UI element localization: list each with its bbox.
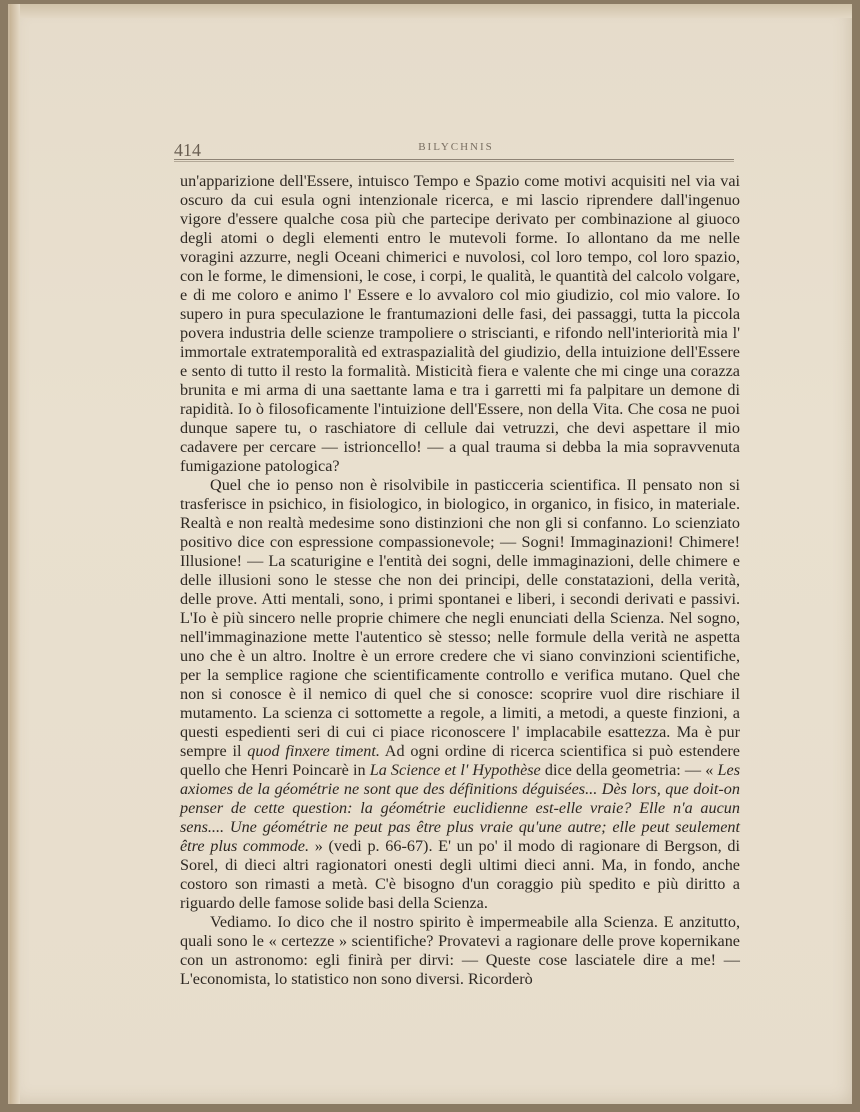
- paragraph-2: [180, 476, 740, 913]
- latin-quote: quod finxere timent.: [247, 742, 380, 760]
- paragraph-1: [180, 172, 740, 476]
- paragraph-2-text-d: » (vedi p. 66-67). E' un po' il modo di ragionare di Bergson, di Sorel, di dieci altri ragionatori onesti degli ultimi dieci anni. Ma, in fondo, anche costoro son rimasti a metà. C'è bisogno d'un coraggio più spedito e più diritto a riguardo delle famose solide basi della Scienza.: [180, 837, 740, 912]
- header-rule: [174, 159, 734, 162]
- paragraph-3: [180, 913, 740, 989]
- book-title: La Science et l' Hypothèse: [369, 761, 541, 779]
- running-title: BILYCHNIS: [418, 141, 494, 153]
- page-top-edge: [10, 4, 852, 18]
- french-quotation: Les axiomes de la géométrie ne sont que des définitions déguisées... Dès lors, que doit-on penser de cette question: la géométrie euclidienne est-elle vraie? Elle n'a aucun sens.... Une géométrie ne peut pas être plus vraie qu'une autre; elle peut seulement être plus commode.: [180, 761, 740, 855]
- paragraph-2-text-a: Quel che io penso non è risolvibile in pasticceria scientifica. Il pensato non si trasferisce in psichico, in fisiologico, in biologico, in organico, in fisico, in materiale. Realtà e non realtà medesime sono distinzioni che non gli si confanno. Lo scienziato positivo dice con espressione compassionevole; — Sogni! Immaginazioni! Chimere! Illusione! — La scaturigine e l'entità dei sogni, delle immaginazioni, delle chimere e delle illusioni sono le stesse che non dei principi, delle constatazioni, della verità, delle prove. Atti mentali, sono, i primi spontanei e liberi, i secondi derivati e passivi. L'Io è più sincero nelle proprie chimere che negli enunciati della Scienza. Nel sogno, nell'immaginazione mette l'autentico sè stesso; nelle formule della verità ne aspetta uno che è un altro. Inoltre è un errore credere che vi siano convinzioni scientifiche, per la semplice ragione che scientificamente controllo e verifica mutano. Quel che non si conosce è il nemico di quel che si conosce: scoprire vuol dire rischiare il mutamento. La scienza ci sottomette a regole, a limiti, a metodi, a queste finzioni, a questi espedienti seri di cui ci piace riconoscere l' implacabile esattezza. Ma è pur sempre il: [180, 476, 740, 760]
- paragraph-2-text-c: dice della geometria: — «: [540, 761, 718, 779]
- page-binding-edge: [10, 4, 20, 1104]
- paragraph-3-text: Vediamo. Io dico che il nostro spirito è impermeabile alla Scienza. E anzitutto, quali sono le « certezze » scientifiche? Provatevi a ragionare delle prove kopernikane con un astronomo: egli finirà per dirvi: — Queste cose lasciatele dire a me! — L'economista, lo statistico non sono diversi. Ricorderò: [180, 913, 740, 988]
- page-header: [174, 136, 738, 160]
- paragraph-1-text: un'apparizione dell'Essere, intuisco Tempo e Spazio come motivi acquisiti nel via vai oscuro da cui esula ogni intenzionale ricerca, e mi lascio riprendere dall'ingenuo vigore d'essere qualche cosa più che partecipe derivato per combinazione al giuoco degli atomi o degli elementi entro le mutevoli forme. Io allontano da me nelle voragini azzurre, negli Oceani chimerici e nuvolosi, col loro tempo, col loro spazio, con le forme, le dimensioni, le cose, i corpi, le qualità, le quantità del calcolo volgare, e di me coloro e animo l' Essere e lo avvaloro col mio giudizio, col mio valore. Io supero in pura speculazione le frantumazioni delle fasi, dei passaggi, tutta la piccola povera industria delle scienze trampoliere o striscianti, e rifondo nell'interiorità mia l' immortale extratemporalità ed extraspazialità del giudizio, della intuizione dell'Essere e sento di tutto il resto la formalità. Misticità fiera e valente che mi cinge una corazza brunita e mi arma di una saettante lama e tra i garretti mi fa palpitare un demone di rapidità. Io ò filosoficamente l'intuizione dell'Essere, non della Vita. Che cosa ne puoi dunque sapere tu, o raschiatore di cellule dai vetruzzi, che devi aspettare il mio cadavere per cercare — istrioncello! — a qual trauma si debba la mia sopravvenuta fumigazione patologica?: [180, 172, 740, 475]
- page-number: 414: [174, 140, 201, 160]
- article-body: [180, 172, 740, 989]
- paragraph-2-text-b: Ad ogni ordine di ricerca scientifica si può estendere quello che Henri Poincarè in: [180, 742, 740, 779]
- book-page: [8, 4, 852, 1104]
